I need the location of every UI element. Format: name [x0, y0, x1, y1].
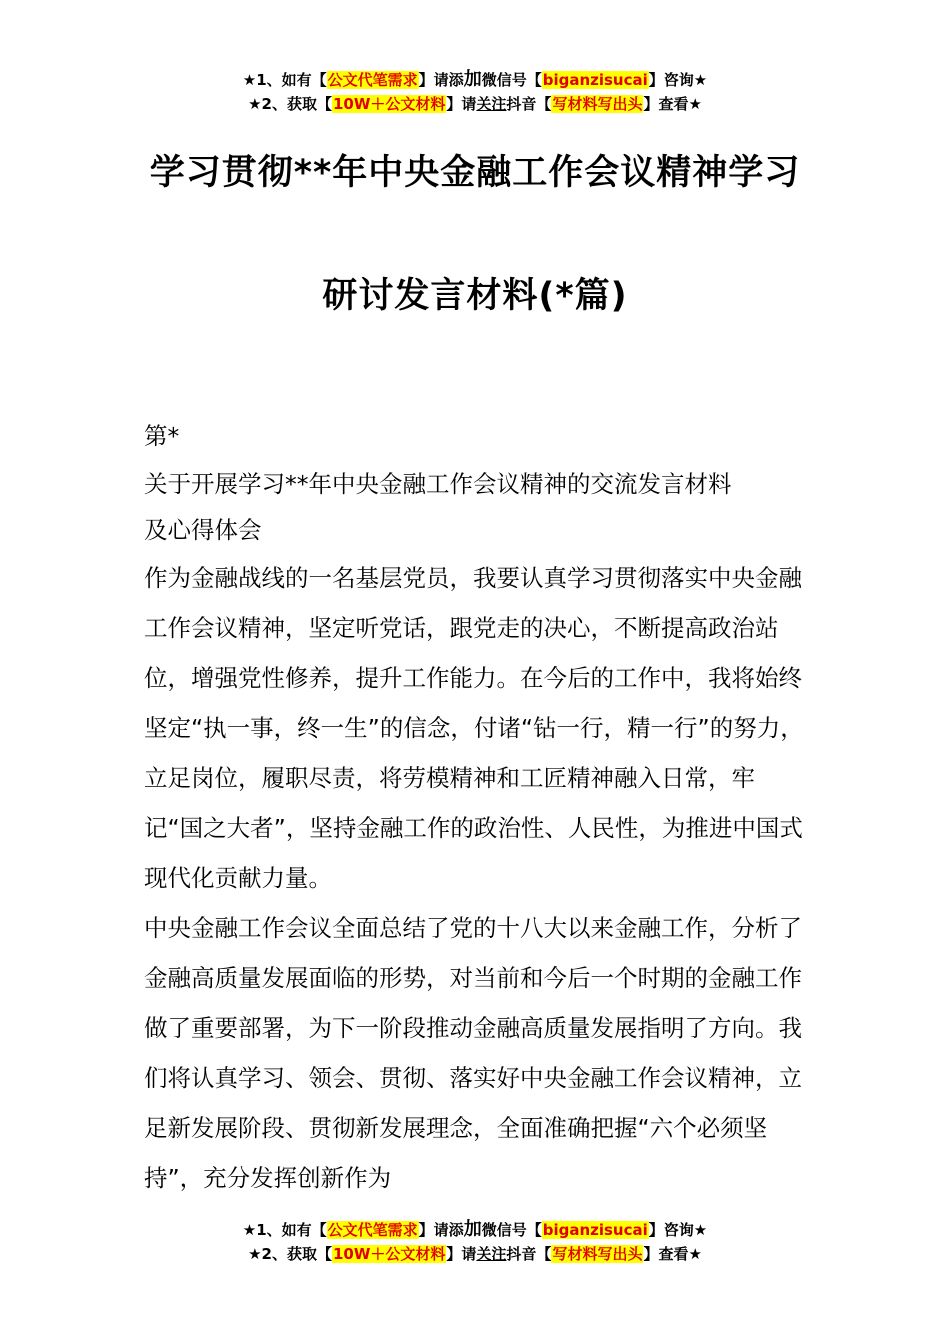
- notice-text: 抖音【: [506, 95, 552, 113]
- highlight-douyin: 写材料写出头: [552, 95, 643, 113]
- notice-text: 】请: [446, 1245, 477, 1263]
- notice-text: 微信号【: [481, 1221, 542, 1239]
- document-title-line-2: 研讨发言材料(*篇): [322, 276, 628, 316]
- highlight-materials: 10W＋公文材料: [332, 1245, 446, 1263]
- notice-text: 】请添: [418, 71, 464, 89]
- highlight-ghostwriting: 公文代笔需求: [327, 71, 418, 89]
- paragraph-1: 作为金融战线的一名基层党员，我要认真学习贯彻落实中央金融工作会议精神，坚定听党话，跟党走的决心，不断提高政治站位，增强党性修养，提升工作能力。在今后的工作中，我将始终坚定“执一事，终一生”的信念，付诸“钻一行，精一行”的努力，立足岗位，履职尽责，将劳模精神和工匠精神融入日常，牢记“国之大者”，坚持金融工作的政治性、人民性，为推进中国式现代化贡献力量。: [144, 564, 804, 892]
- highlight-materials: 10W＋公文材料: [332, 95, 446, 113]
- notice-line-1: [0, 1218, 950, 1242]
- highlight-wechat-id: biganzisucai: [542, 71, 648, 89]
- notice-text: 微信号【: [481, 71, 542, 89]
- notice-text: 关注: [476, 95, 507, 113]
- notice-text: 】查看★: [643, 95, 702, 113]
- notice-text: 】咨询★: [648, 1221, 708, 1239]
- document-body: [144, 411, 809, 1203]
- notice-line-1: [0, 68, 950, 92]
- subtitle-line-1: 关于开展学习**年中央金融工作会议精神的交流发言材料: [144, 470, 732, 498]
- document-title-line-1: 学习贯彻**年中央金融工作会议精神学习: [149, 153, 801, 193]
- notice-text: 】请: [446, 95, 477, 113]
- highlight-douyin: 写材料写出头: [552, 1245, 643, 1263]
- notice-line-2: [0, 1242, 950, 1266]
- paragraph-2: 中央金融工作会议全面总结了党的十八大以来金融工作，分析了金融高质量发展面临的形势，对当前和今后一个时期的金融工作做了重要部署，为下一阶段推动金融高质量发展指明了方向。我们将认真学习、领会、贯彻、落实好中央金融工作会议精神，立足新发展阶段、贯彻新发展理念，全面准确把握“六个必须坚持”，充分发挥创新作为: [144, 914, 802, 1192]
- section-label: 第*: [144, 422, 180, 450]
- header-notice: [0, 68, 950, 116]
- notice-line-2: [0, 92, 950, 116]
- notice-text: ★2、获取【: [248, 95, 332, 113]
- notice-text: 】请添: [418, 1221, 464, 1239]
- notice-text: 关注: [476, 1245, 507, 1263]
- notice-text: 加: [463, 69, 482, 90]
- notice-text: 抖音【: [506, 1245, 552, 1263]
- highlight-wechat-id: biganzisucai: [542, 1221, 648, 1239]
- notice-text: ★1、如有【: [242, 71, 327, 89]
- footer-notice: [0, 1218, 950, 1266]
- notice-text: 】查看★: [643, 1245, 702, 1263]
- notice-text: 加: [463, 1219, 482, 1240]
- subtitle-line-2: 及心得体会: [144, 516, 262, 544]
- notice-text: 】咨询★: [648, 71, 708, 89]
- notice-text: ★2、获取【: [248, 1245, 332, 1263]
- notice-text: ★1、如有【: [242, 1221, 327, 1239]
- highlight-ghostwriting: 公文代笔需求: [327, 1221, 418, 1239]
